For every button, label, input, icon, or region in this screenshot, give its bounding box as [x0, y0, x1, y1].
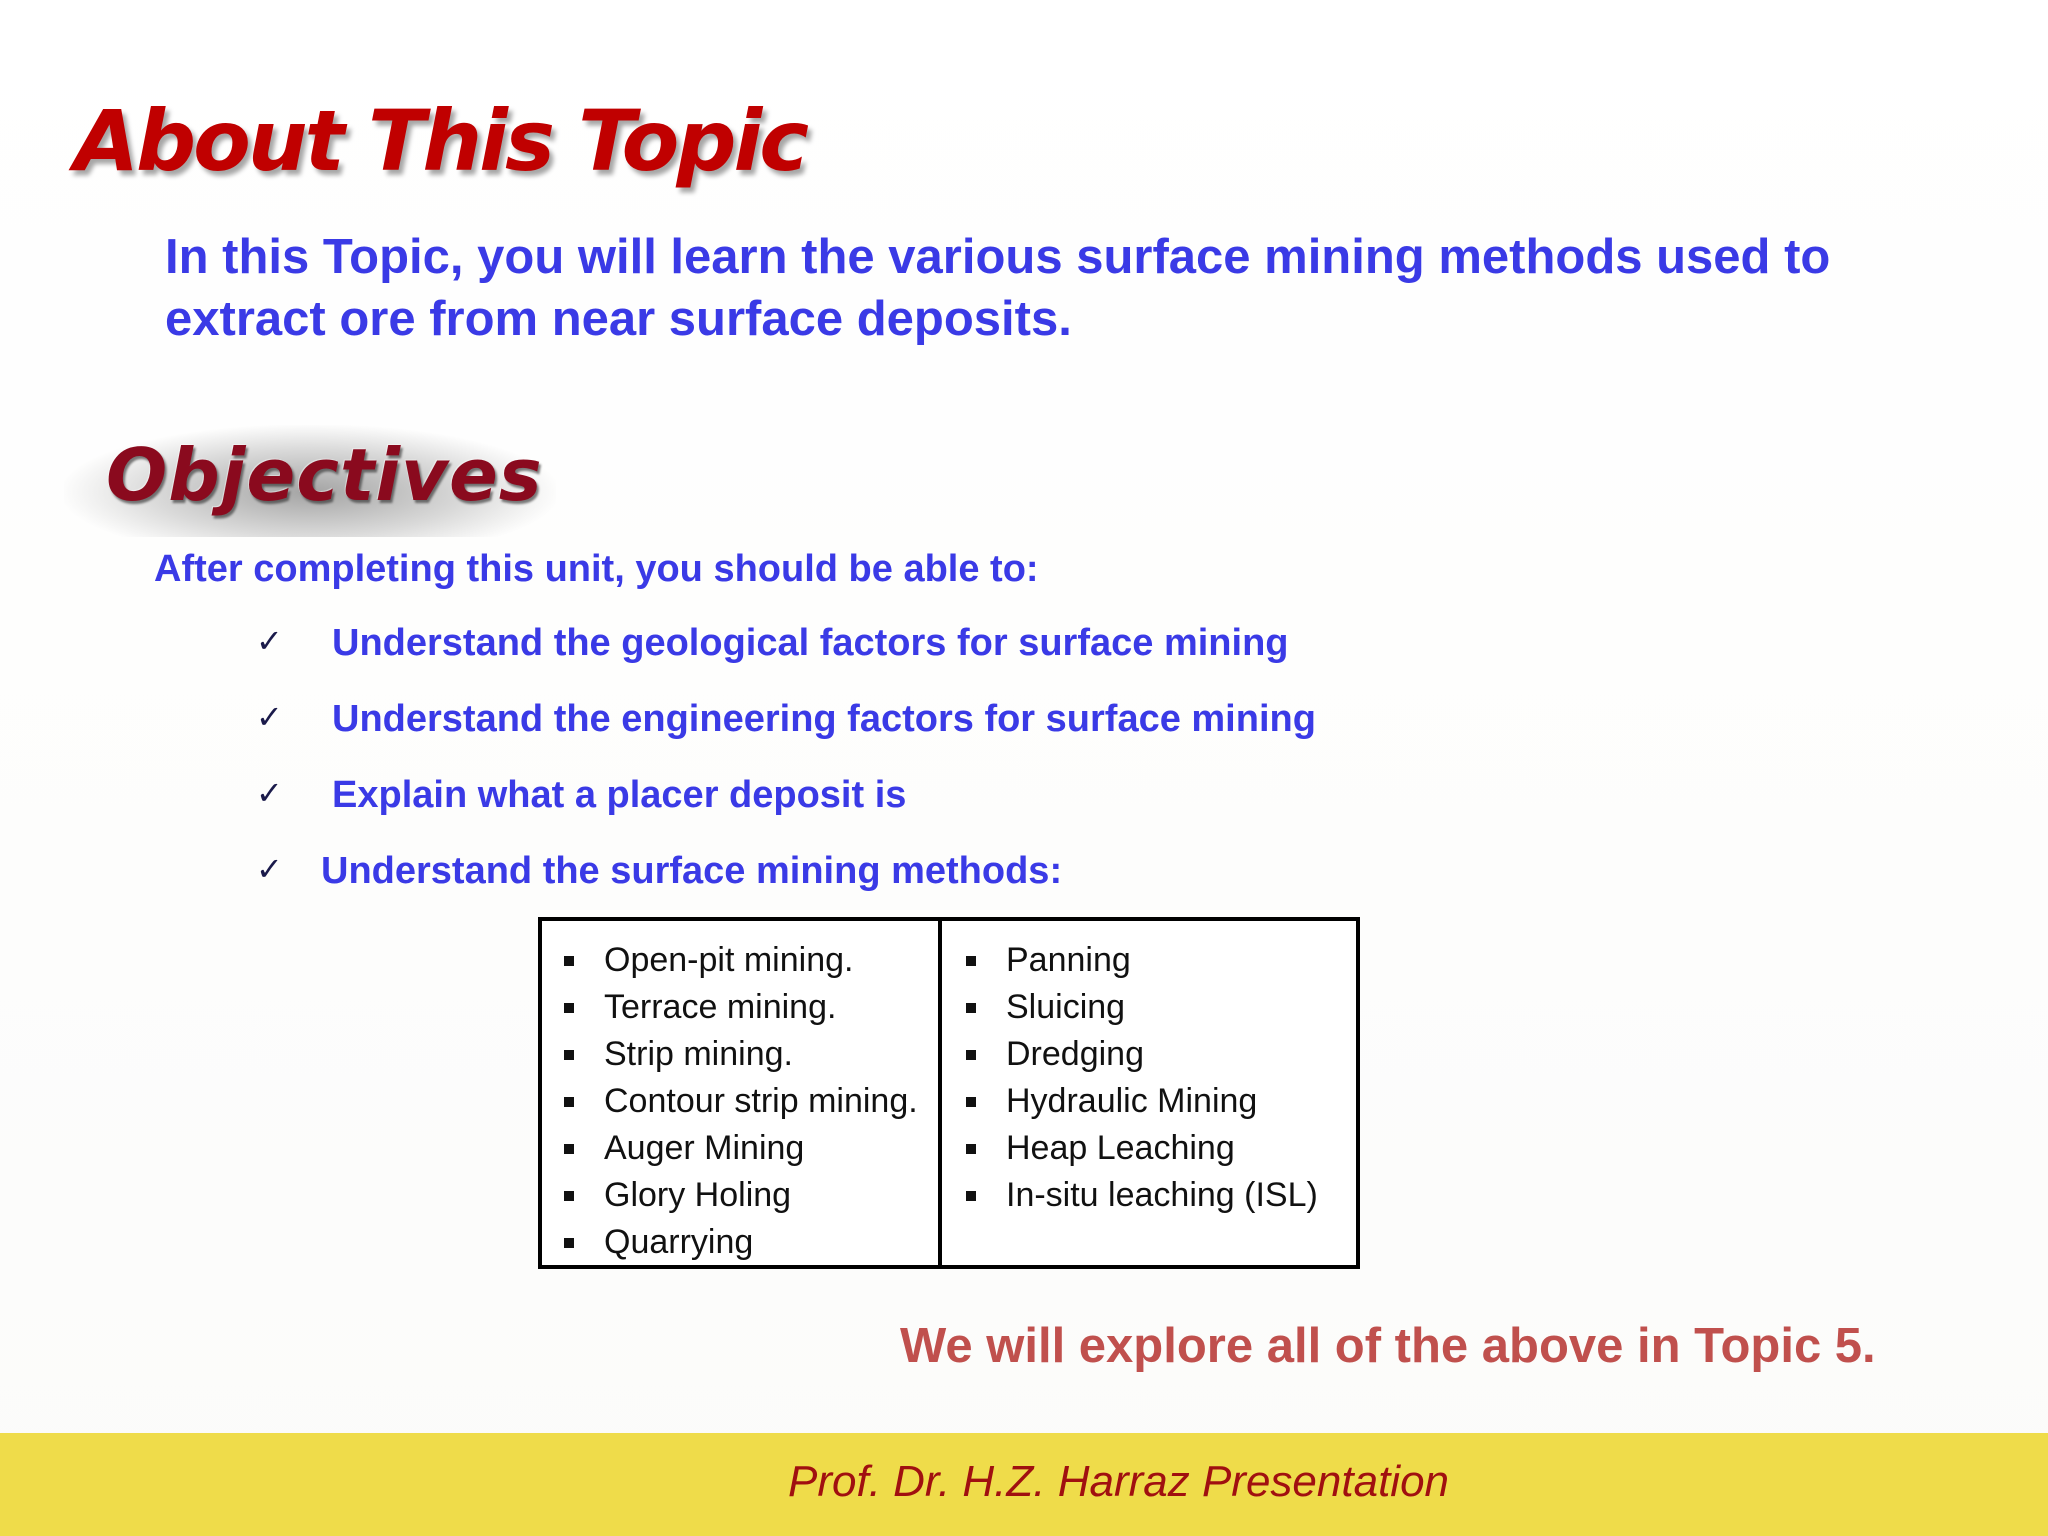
method-label: In-situ leaching (ISL): [1006, 1176, 1318, 1214]
method-label: Dredging: [1006, 1035, 1144, 1073]
methods-column-left: [542, 921, 942, 1265]
list-item: [256, 698, 1556, 774]
objectives-lead: After completing this unit, you should be able to:: [154, 548, 1039, 590]
list-item: [256, 774, 1556, 850]
methods-column-right: [942, 921, 1356, 1265]
method-label: Panning: [1006, 941, 1131, 979]
list-item: [962, 1031, 1356, 1078]
objectives-heading: Objectives: [106, 433, 543, 517]
list-item: [560, 1031, 938, 1078]
bullet-icon: [966, 1097, 976, 1107]
bullet-icon: [966, 1191, 976, 1201]
list-item: [560, 984, 938, 1031]
method-label: Contour strip mining.: [604, 1082, 918, 1120]
list-item: [962, 937, 1356, 984]
objective-text: Understand the surface mining methods:: [321, 850, 1063, 892]
bullet-icon: [564, 1050, 574, 1060]
list-item: [560, 1219, 938, 1266]
slide-title: About This Topic: [74, 92, 807, 190]
method-label: Strip mining.: [604, 1035, 793, 1073]
list-item: [962, 1172, 1356, 1219]
list-item: [962, 1078, 1356, 1125]
list-item: [962, 984, 1356, 1031]
checkmark-icon: ✓: [256, 850, 283, 888]
method-label: Open-pit mining.: [604, 941, 854, 979]
checkmark-icon: ✓: [256, 622, 283, 660]
bullet-icon: [564, 1144, 574, 1154]
method-label: Sluicing: [1006, 988, 1126, 1026]
list-item: [560, 1125, 938, 1172]
footer-bar: [0, 1433, 2048, 1536]
method-label: Terrace mining.: [604, 988, 837, 1026]
footer-text: Prof. Dr. H.Z. Harraz Presentation: [788, 1457, 1450, 1506]
objectives-list: [256, 622, 1556, 926]
bullet-icon: [966, 1050, 976, 1060]
checkmark-icon: ✓: [256, 774, 283, 812]
list-item: [560, 937, 938, 984]
checkmark-icon: ✓: [256, 698, 283, 736]
objective-text: Explain what a placer deposit is: [332, 774, 907, 816]
bullet-icon: [564, 1238, 574, 1248]
bullet-icon: [966, 1003, 976, 1013]
closing-statement: We will explore all of the above in Topic 5.: [900, 1319, 1876, 1373]
list-item: [256, 622, 1556, 698]
objectives-heading-graphic: [64, 425, 556, 537]
method-label: Auger Mining: [604, 1129, 805, 1167]
bullet-icon: [564, 1097, 574, 1107]
list-item: [962, 1125, 1356, 1172]
list-item: [256, 850, 1556, 926]
list-item: [560, 1172, 938, 1219]
objective-text: Understand the engineering factors for surface mining: [332, 698, 1316, 740]
bullet-icon: [564, 1191, 574, 1201]
method-label: Hydraulic Mining: [1006, 1082, 1258, 1120]
list-item: [560, 1078, 938, 1125]
methods-table: [538, 917, 1360, 1269]
method-label: Quarrying: [604, 1223, 754, 1261]
objective-text: Understand the geological factors for surface mining: [332, 622, 1289, 664]
intro-text: In this Topic, you will learn the various surface mining methods used to extract ore from near surface deposits.: [165, 230, 1831, 346]
bullet-icon: [564, 1003, 574, 1013]
bullet-icon: [564, 956, 574, 966]
method-label: Heap Leaching: [1006, 1129, 1235, 1167]
bullet-icon: [966, 1144, 976, 1154]
bullet-icon: [966, 956, 976, 966]
method-label: Glory Holing: [604, 1176, 792, 1214]
